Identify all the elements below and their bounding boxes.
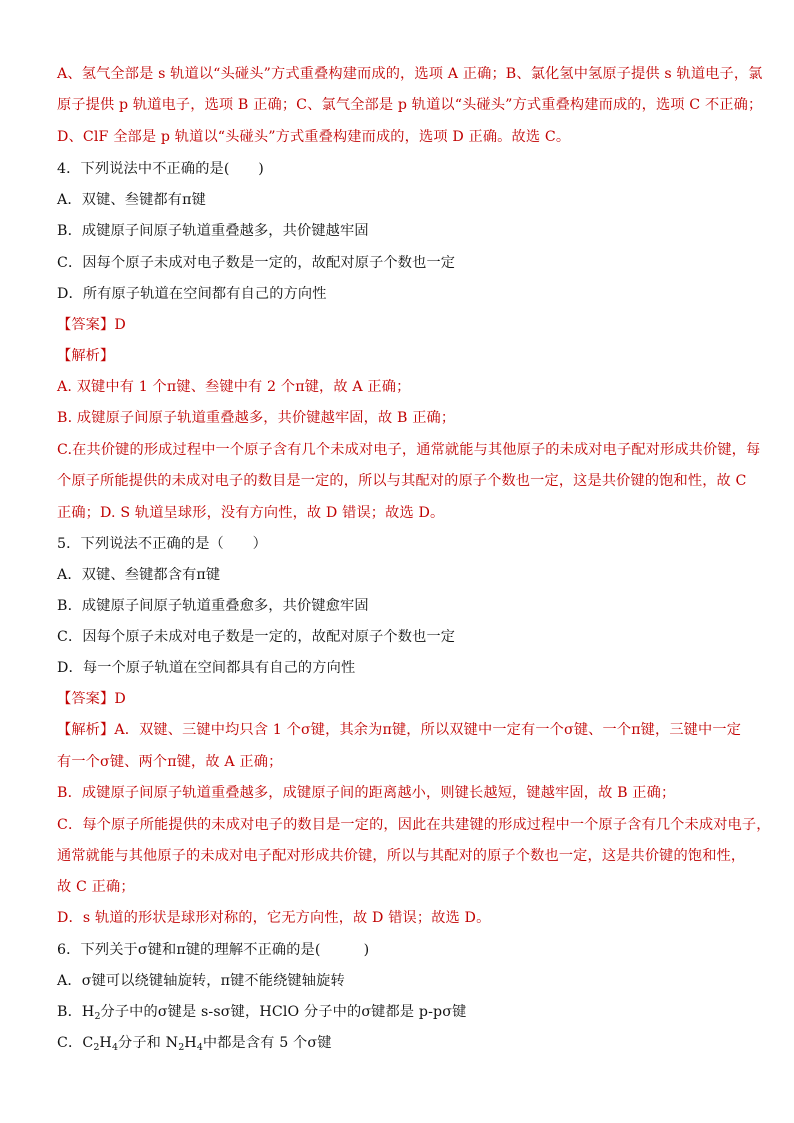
q4-answer: 【答案】D xyxy=(57,317,126,333)
q4-option-c: C．因每个原子未成对电子数是一定的，故配对原子个数也一定 xyxy=(57,255,456,271)
q5-answer: 【答案】D xyxy=(57,691,126,707)
q6-c-sub-2: 4 xyxy=(111,1042,118,1053)
q3-analysis-line-1: A、氢气全部是 s 轨道以“头碰头”方式重叠构建而成的，选项 A 正确；B、氯化氢中氢原子提供 s 轨道电子，氯 xyxy=(57,66,763,82)
q6-option-c xyxy=(57,1033,332,1058)
q5-stem: 5．下列说法不正确的是（ ） xyxy=(57,536,267,552)
q5-option-a: A．双键、叁键都含有π键 xyxy=(57,567,221,583)
q4-option-a: A．双键、叁键都有π键 xyxy=(57,192,206,208)
q5-analysis-line-3: B．成键原子间原子轨道重叠越多，成键原子间的距离越小，则键长越短，键越牢固，故 B 正确； xyxy=(57,785,676,801)
q5-option-d: D．每一个原子轨道在空间都具有自己的方向性 xyxy=(57,660,356,676)
q5-analysis-line-4: C．每个原子所能提供的未成对电子的数目是一定的，因此在共建键的形成过程中一个原子含有几个未成对电子， xyxy=(57,817,771,833)
q6-stem: 6．下列关于σ键和π键的理解不正确的是( ) xyxy=(57,942,370,958)
q6-b-subscript: 2 xyxy=(94,1011,101,1022)
q4-analysis-line-3: C.在共价键的形成过程中一个原子含有几个未成对电子，通常就能与其他原子的未成对电子配对形成共价键，每 xyxy=(57,442,761,458)
q6-c-sub-3: 2 xyxy=(178,1042,185,1053)
q3-analysis-line-3: D、ClF 全部是 p 轨道以“头碰头”方式重叠构建而成的，选项 D 正确。故选 C。 xyxy=(57,129,571,145)
q5-analysis-line-1: 【解析】A．双键、三键中均只含 1 个σ键，其余为π键，所以双键中一定有一个σ键、一个π键，三键中一定 xyxy=(57,722,742,738)
q5-option-b: B．成键原子间原子轨道重叠愈多，共价键愈牢固 xyxy=(57,598,369,614)
q6-c-sub-4: 4 xyxy=(196,1042,203,1053)
q4-option-d: D．所有原子轨道在空间都有自己的方向性 xyxy=(57,286,327,302)
q5-analysis-line-2: 有一个σ键、两个π键，故 A 正确； xyxy=(57,754,283,770)
q6-b-prefix: B．H xyxy=(57,1004,95,1020)
q6-c-part-2: H xyxy=(99,1035,112,1051)
q6-option-a: A．σ键可以绕键轴旋转，π键不能绕键轴旋转 xyxy=(57,973,345,989)
q5-analysis-line-6: 故 C 正确； xyxy=(57,879,135,895)
q6-c-part-3: 分子和 N xyxy=(117,1035,179,1051)
q6-b-rest: 分子中的σ键是 s-sσ键，HClO 分子中的σ键都是 p-pσ键 xyxy=(100,1004,467,1020)
q3-analysis-line-2: 原子提供 p 轨道电子，选项 B 正确；C、氯气全部是 p 轨道以“头碰头”方式重叠构建而成的，选项 C 不正确； xyxy=(57,97,763,113)
q4-analysis-line-4: 个原子所能提供的未成对电子的数目是一定的，所以与其配对的原子个数也一定，这是共价键的饱和性，故 C xyxy=(57,473,747,489)
q4-analysis-line-1: A. 双键中有 1 个π键、叁键中有 2 个π键，故 A 正确； xyxy=(57,379,411,395)
q4-analysis-title: 【解析】 xyxy=(57,348,115,364)
q4-analysis-line-2: B. 成键原子间原子轨道重叠越多，共价键越牢固，故 B 正确； xyxy=(57,410,456,426)
q6-c-part-4: H xyxy=(184,1035,197,1051)
q6-c-part-1: C．C xyxy=(57,1035,94,1051)
q5-analysis-line-5: 通常就能与其他原子的未成对电子配对形成共价键，所以与其配对的原子个数也一定，这是共价键的饱和性， xyxy=(57,848,746,864)
q6-c-sub-1: 2 xyxy=(93,1042,100,1053)
q6-c-part-5: 中都是含有 5 个σ键 xyxy=(202,1035,332,1051)
q5-option-c: C．因每个原子未成对电子数是一定的，故配对原子个数也一定 xyxy=(57,629,456,645)
q4-option-b: B．成键原子间原子轨道重叠越多，共价键越牢固 xyxy=(57,223,369,239)
q5-analysis-line-7: D．s 轨道的形状是球形对称的，它无方向性，故 D 错误；故选 D。 xyxy=(57,910,491,926)
q4-analysis-line-5: 正确；D. S 轨道呈球形，没有方向性，故 D 错误；故选 D。 xyxy=(57,505,445,521)
q4-stem: 4．下列说法中不正确的是( ) xyxy=(57,161,264,177)
q6-option-b xyxy=(57,1002,466,1027)
